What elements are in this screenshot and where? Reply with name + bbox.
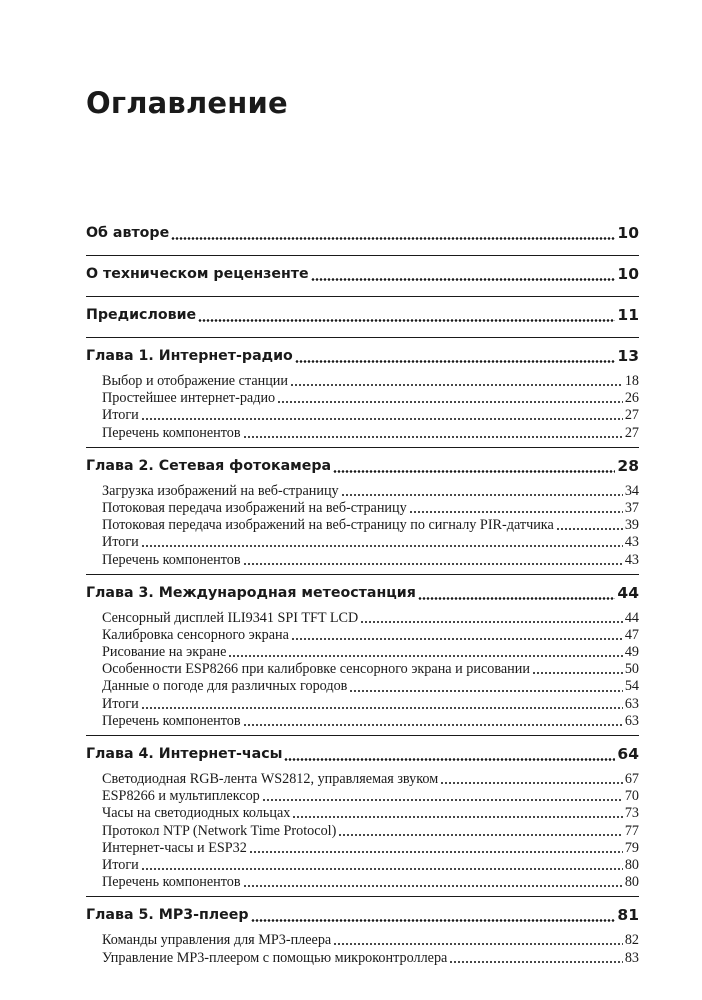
dot-leader <box>338 823 622 840</box>
toc-section-entry[interactable] <box>86 517 639 534</box>
toc-entry-label: Итоги <box>102 856 139 873</box>
toc-entry-label: О техническом рецензенте <box>86 266 309 282</box>
toc-section-entry[interactable] <box>86 552 639 569</box>
toc-page-number: 27 <box>624 407 639 424</box>
dot-leader <box>198 298 615 332</box>
toc-entry-label: Потоковая передача изображений на веб-страницу <box>102 499 407 516</box>
dot-leader <box>141 857 623 874</box>
dot-leader <box>292 805 622 822</box>
section-divider <box>86 896 639 897</box>
toc-page-number: 26 <box>624 390 639 407</box>
toc-entry-label: Загрузка изображений на веб-страницу <box>102 482 339 499</box>
toc-page-number: 82 <box>624 932 639 949</box>
toc-page-number: 73 <box>624 805 639 822</box>
toc-chapter-entry[interactable] <box>86 298 639 332</box>
toc-page-number: 79 <box>624 839 639 856</box>
toc-entry-label: Об авторе <box>86 225 170 241</box>
toc-entry-label: Глава 5. MP3-плеер <box>86 907 249 924</box>
section-divider <box>86 447 639 448</box>
dot-leader <box>333 449 615 483</box>
toc-entry-label: Сенсорный дисплей ILI9341 SPI TFT LCD <box>102 609 359 626</box>
toc-chapter-entry[interactable] <box>86 216 639 250</box>
toc-entry-label: Перечень компонентов <box>102 874 241 891</box>
toc-section-entry[interactable] <box>86 500 639 517</box>
dot-leader <box>360 610 623 627</box>
toc-entry-label: Итоги <box>102 695 139 712</box>
toc-section-entry[interactable] <box>86 534 639 551</box>
toc-entry-label: Выбор и отображение станции <box>102 373 288 389</box>
dot-leader <box>333 932 623 949</box>
toc-page-number: 77 <box>624 822 639 839</box>
toc-section-entry[interactable] <box>86 857 639 874</box>
toc-page-number: 28 <box>617 456 639 475</box>
dot-leader <box>141 534 623 551</box>
toc-entry-label: Калибровка сенсорного экрана <box>102 626 289 643</box>
toc-entry-label: Глава 1. Интернет-радио <box>86 348 293 364</box>
toc-page-number: 63 <box>624 712 639 729</box>
toc-entry-label: Итоги <box>102 534 139 551</box>
toc-entry-label: Простейшее интернет-радио <box>102 390 276 407</box>
section-divider <box>86 337 639 338</box>
dot-leader <box>290 373 623 390</box>
dot-leader <box>349 679 622 696</box>
toc-page-number: 44 <box>624 609 639 626</box>
toc-page-number: 67 <box>624 771 639 787</box>
dot-leader <box>243 874 623 891</box>
toc-page-number: 81 <box>617 906 639 925</box>
dot-leader <box>291 627 623 644</box>
toc-chapter-entry[interactable] <box>86 339 639 373</box>
toc-chapter-entry[interactable] <box>86 257 639 291</box>
toc-page-number: 80 <box>624 874 639 891</box>
section-divider <box>86 735 639 736</box>
dot-leader <box>440 771 623 788</box>
toc-chapter-entry[interactable] <box>86 898 639 932</box>
toc-entry-label: Протокол NTP (Network Time Protocol) <box>102 822 337 839</box>
toc-chapter-entry[interactable] <box>86 737 639 771</box>
dot-leader <box>311 257 616 291</box>
toc-section-entry[interactable] <box>86 805 639 822</box>
dot-leader <box>341 483 623 500</box>
toc-page-number: 37 <box>624 499 639 516</box>
dot-leader <box>141 696 623 713</box>
toc-entry-label: Итоги <box>102 407 139 424</box>
dot-leader <box>532 661 623 678</box>
toc-page-number: 43 <box>624 551 639 568</box>
toc-section-entry[interactable] <box>86 950 639 967</box>
dot-leader <box>409 500 623 517</box>
toc-entry-label: Светодиодная RGB-лента WS2812, управляемая звуком <box>102 771 439 787</box>
toc-section-entry[interactable] <box>86 644 639 661</box>
toc-entry-label: Часы на светодиодных кольцах <box>102 805 291 822</box>
toc-section-entry[interactable] <box>86 373 639 390</box>
toc-page-number: 47 <box>624 626 639 643</box>
toc-page-number: 43 <box>624 534 639 551</box>
page-title: Оглавление <box>86 86 288 120</box>
toc-entry-label: Интернет-часы и ESP32 <box>102 839 247 856</box>
dot-leader <box>277 390 623 407</box>
toc-page-number: 11 <box>617 306 639 324</box>
toc-page-number: 63 <box>624 695 639 712</box>
toc-page-number: 70 <box>624 788 639 805</box>
toc-page-number: 27 <box>624 424 639 441</box>
toc-entry-label: Потоковая передача изображений на веб-страницу по сигналу PIR-датчика <box>102 517 554 534</box>
toc-chapter-entry[interactable] <box>86 576 639 610</box>
toc-section-entry[interactable] <box>86 390 639 407</box>
dot-leader <box>449 950 622 967</box>
toc-section-entry[interactable] <box>86 788 639 805</box>
dot-leader <box>243 425 623 442</box>
toc-page-number: 50 <box>624 661 639 678</box>
toc-section-entry[interactable] <box>86 840 639 857</box>
toc-entry-label: Рисование на экране <box>102 644 227 661</box>
dot-leader <box>171 216 615 250</box>
toc-entry-label: Особенности ESP8266 при калибровке сенсорного экрана и рисовании <box>102 661 530 678</box>
dot-leader <box>249 840 623 857</box>
toc-section-entry[interactable] <box>86 823 639 840</box>
toc-page-number: 18 <box>624 373 639 389</box>
table-of-contents <box>86 216 639 967</box>
toc-entry-label: Управление MP3-плеером с помощью микроконтроллера <box>102 949 448 966</box>
toc-entry-label: Перечень компонентов <box>102 712 241 729</box>
toc-page-number: 39 <box>624 517 639 534</box>
toc-page-number: 49 <box>624 644 639 661</box>
toc-entry-label: Данные о погоде для различных городов <box>102 678 348 695</box>
toc-section-entry[interactable] <box>86 627 639 644</box>
toc-section-entry[interactable] <box>86 661 639 678</box>
toc-page-number: 80 <box>624 856 639 873</box>
toc-page-number: 54 <box>624 678 639 695</box>
dot-leader <box>556 517 623 534</box>
toc-section-entry[interactable] <box>86 678 639 695</box>
toc-entry-label: Глава 4. Интернет-часы <box>86 746 283 762</box>
toc-section-entry[interactable] <box>86 610 639 627</box>
section-divider <box>86 255 639 256</box>
toc-section-entry[interactable] <box>86 713 639 730</box>
toc-entry-label: Предисловие <box>86 307 197 323</box>
toc-page-number: 83 <box>624 949 639 966</box>
dot-leader <box>243 713 623 730</box>
dot-leader <box>141 407 623 424</box>
dot-leader <box>418 576 616 610</box>
toc-section-entry[interactable] <box>86 425 639 442</box>
toc-page-number: 34 <box>624 482 639 499</box>
toc-page-number: 10 <box>617 265 639 283</box>
toc-section-entry[interactable] <box>86 483 639 500</box>
section-divider <box>86 574 639 575</box>
dot-leader <box>243 552 623 569</box>
toc-entry-label: Команды управления для MP3-плеера <box>102 932 332 949</box>
section-divider <box>86 296 639 297</box>
toc-entry-label: Глава 3. Международная метеостанция <box>86 584 416 601</box>
toc-section-entry[interactable] <box>86 407 639 424</box>
toc-section-entry[interactable] <box>86 771 639 788</box>
toc-entry-label: Перечень компонентов <box>102 551 241 568</box>
dot-leader <box>228 644 622 661</box>
toc-page-number: 44 <box>617 583 639 602</box>
toc-entry-label: Перечень компонентов <box>102 424 241 441</box>
toc-entry-label: ESP8266 и мультиплексор <box>102 788 260 805</box>
dot-leader <box>262 788 623 805</box>
toc-chapter-entry[interactable] <box>86 449 639 483</box>
dot-leader <box>284 737 615 771</box>
toc-page-number: 10 <box>617 224 639 242</box>
toc-page-number: 64 <box>617 745 639 763</box>
toc-page-number: 13 <box>617 347 639 365</box>
toc-entry-label: Глава 2. Сетевая фотокамера <box>86 457 332 474</box>
toc-section-entry[interactable] <box>86 696 639 713</box>
toc-section-entry[interactable] <box>86 932 639 949</box>
toc-section-entry[interactable] <box>86 874 639 891</box>
dot-leader <box>295 339 616 373</box>
dot-leader <box>251 898 616 932</box>
